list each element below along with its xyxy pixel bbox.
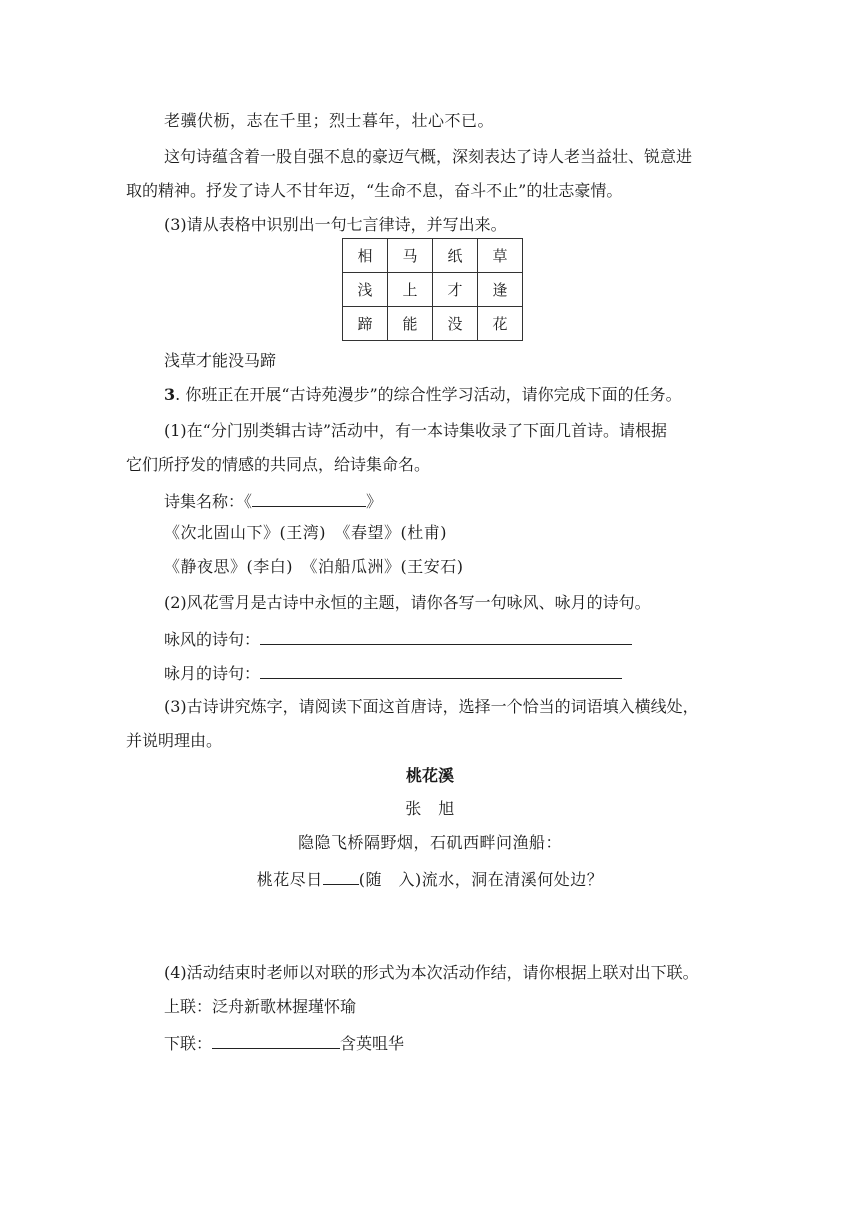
grid-cell: 能 [388, 307, 433, 341]
grid-answer: 浅草才能没马蹄 [164, 351, 277, 370]
character-grid [342, 238, 523, 341]
grid-cell: 草 [478, 239, 523, 273]
poem-title: 桃花溪 [405, 766, 454, 785]
analysis-line-1: 这句诗蕴含着一股自强不息的豪迈气概，深刻表达了诗人老当益壮、锐意进 [164, 147, 693, 166]
poem-list-1: 《次北固山下》(王湾) 《春望》(杜甫) [164, 523, 447, 542]
moon-verse-blank[interactable] [260, 660, 622, 679]
poem-line-2-end: (随 入)流水，洞在清溪何处边？ [358, 870, 604, 889]
collection-name-row [164, 488, 382, 513]
grid-cell: 相 [343, 239, 388, 273]
poem-author: 张 旭 [405, 799, 455, 818]
question-3-3-line-1: (3)古诗讲究炼字，请阅读下面这首唐诗，选择一个恰当的词语填入横线处， [164, 697, 699, 716]
question-3-1-line-1: (1)在“分门别类辑古诗”活动中，有一本诗集收录了下面几首诗。请根据 [164, 421, 668, 440]
grid-cell: 才 [433, 273, 478, 307]
question-text: . 你班正在开展“古诗苑漫步”的综合性学习活动，请你完成下面的任务。 [175, 385, 682, 404]
grid-cell: 马 [388, 239, 433, 273]
question-3-heading [164, 384, 682, 406]
grid-cell: 花 [478, 307, 523, 341]
moon-verse-row [164, 660, 622, 685]
poem-blank[interactable] [323, 866, 359, 885]
wind-verse-label: 咏风的诗句： [164, 630, 261, 649]
lower-couplet-row [164, 1030, 404, 1055]
collection-name-close: 》 [366, 492, 383, 511]
answer-quote: 老骥伏枥，志在千里；烈士暮年，壮心不已。 [164, 111, 495, 130]
wind-verse-blank[interactable] [260, 626, 632, 645]
wind-verse-row [164, 626, 632, 651]
question-3-3-line-2: 并说明理由。 [126, 731, 223, 750]
moon-verse-label: 咏月的诗句： [164, 664, 261, 683]
question-3-3-grid: (3)请从表格中识别出一句七言律诗，并写出来。 [164, 215, 507, 234]
analysis-line-2: 取的精神。抒发了诗人不甘年迈，“生命不息，奋斗不止”的壮志豪情。 [126, 181, 623, 200]
poem-list-2: 《静夜思》(李白) 《泊船瓜洲》(王安石) [164, 557, 464, 576]
question-3-2: (2)风花雪月是古诗中永恒的主题，请你各写一句咏风、咏月的诗句。 [164, 593, 651, 612]
grid-cell: 没 [433, 307, 478, 341]
question-3-1-line-2: 它们所抒发的情感的共同点，给诗集命名。 [126, 455, 431, 474]
collection-name-blank[interactable] [252, 488, 366, 507]
grid-cell: 浅 [343, 273, 388, 307]
poem-line-2-start: 桃花尽日 [256, 870, 323, 889]
lower-couplet-end: 含英咀华 [340, 1034, 405, 1053]
grid-cell: 蹄 [343, 307, 388, 341]
lower-couplet-label: 下联： [164, 1034, 213, 1053]
lower-couplet-blank[interactable] [212, 1030, 340, 1049]
poem-line-2 [0, 866, 860, 891]
question-3-4: (4)活动结束时老师以对联的形式为本次活动作结，请你根据上联对出下联。 [164, 963, 699, 982]
poem-line-1: 隐隐飞桥隔野烟，石矶西畔问渔船： [297, 833, 562, 852]
grid-cell: 上 [388, 273, 433, 307]
question-number: 3 [164, 385, 176, 404]
upper-couplet: 上联：泛舟新歌林握瑾怀瑜 [164, 997, 357, 1016]
grid-cell: 逢 [478, 273, 523, 307]
grid-cell: 纸 [433, 239, 478, 273]
collection-name-label: 诗集名称：《 [164, 492, 253, 511]
